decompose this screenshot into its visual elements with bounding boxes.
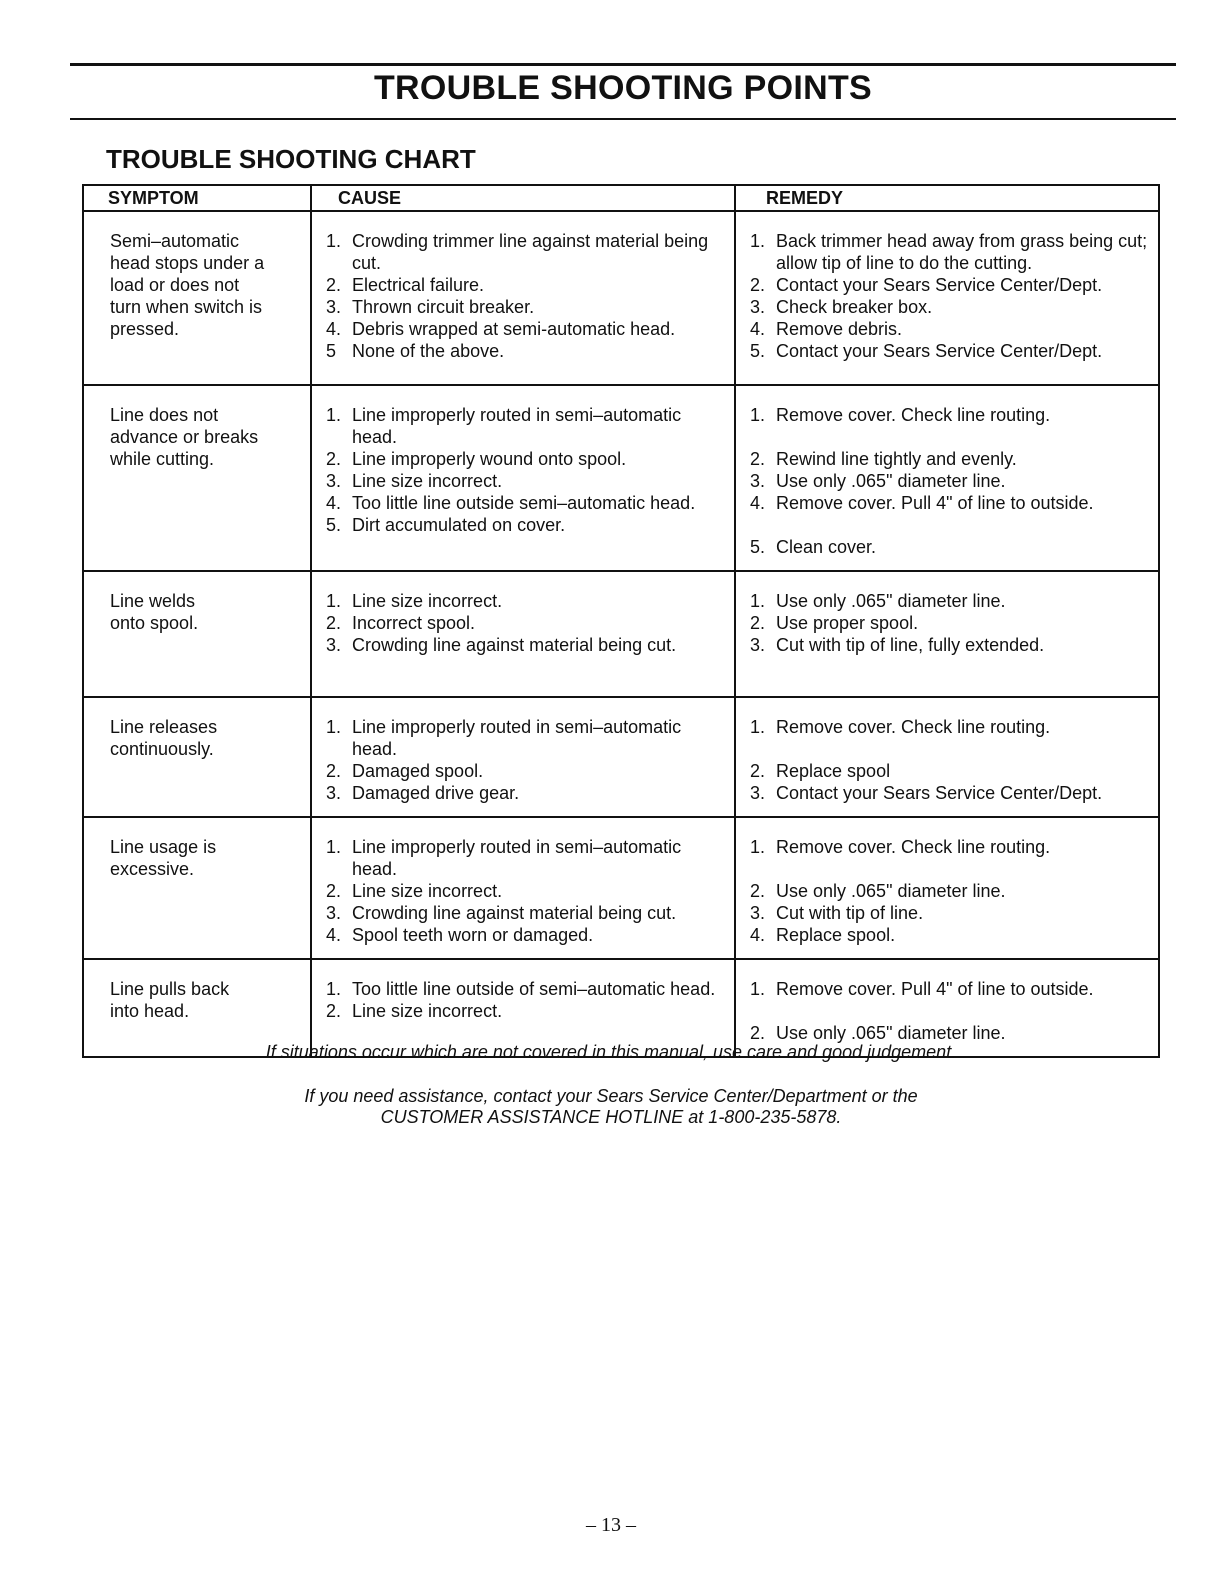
item-text: Damaged drive gear. xyxy=(352,783,520,803)
item-text: Remove cover. Check line routing. xyxy=(776,837,1051,857)
item-text: Replace spool. xyxy=(776,925,896,945)
symptom-line: excessive. xyxy=(110,859,195,879)
item-text: Crowding line against material being cut. xyxy=(352,635,677,655)
symptom-cell xyxy=(83,385,311,571)
assistance-note-line: If you need assistance, contact your Sears Service Center/Department or the xyxy=(304,1086,918,1106)
item-number: 3. xyxy=(750,783,766,803)
symptom-line: load or does not xyxy=(110,275,240,295)
cause-item xyxy=(326,880,724,902)
cause-item xyxy=(326,318,724,340)
item-number: 4. xyxy=(326,925,342,945)
page-title: TROUBLE SHOOTING POINTS xyxy=(373,69,873,107)
item-text: Check breaker box. xyxy=(776,297,933,317)
symptom-line: while cutting. xyxy=(110,449,215,469)
cause-item xyxy=(326,1000,724,1022)
symptom-line: Line usage is xyxy=(110,837,217,857)
item-text: Rewind line tightly and evenly. xyxy=(776,449,1017,469)
item-text: Use only .065" diameter line. xyxy=(776,591,1006,611)
remedy-item xyxy=(750,978,1148,1000)
cause-item xyxy=(326,404,724,448)
item-number: 3. xyxy=(326,635,342,655)
item-text: Cut with tip of line, fully extended. xyxy=(776,635,1045,655)
assistance-note xyxy=(0,1086,1222,1128)
item-text: Line size incorrect. xyxy=(352,1001,503,1021)
remedy-item xyxy=(750,902,1148,924)
item-number: 4. xyxy=(750,925,766,945)
item-text: Line improperly routed in semi–automatic head. xyxy=(352,837,682,879)
item-number: 5 xyxy=(326,341,337,361)
item-text: Remove debris. xyxy=(776,319,903,339)
item-number: 2. xyxy=(750,1023,766,1043)
remedy-item xyxy=(750,612,1148,634)
item-number: 4. xyxy=(750,319,766,339)
item-number: 1. xyxy=(750,231,766,251)
remedy-item xyxy=(750,1022,1148,1044)
item-number: 2. xyxy=(750,613,766,633)
item-number: 1. xyxy=(750,837,766,857)
item-text: Line improperly wound onto spool. xyxy=(352,449,627,469)
symptom-line: Line pulls back xyxy=(110,979,230,999)
item-text: Spool teeth worn or damaged. xyxy=(352,925,594,945)
symptom-line: head stops under a xyxy=(110,253,265,273)
item-number: 3. xyxy=(326,297,342,317)
item-text: Too little line outside of semi–automatic head. xyxy=(352,979,716,999)
item-number: 2. xyxy=(326,761,342,781)
cause-item xyxy=(326,760,724,782)
item-text: Line size incorrect. xyxy=(352,881,503,901)
remedy-item xyxy=(750,340,1148,362)
cause-item xyxy=(326,782,724,804)
remedy-item xyxy=(750,296,1148,318)
item-text: Dirt accumulated on cover. xyxy=(352,515,566,535)
symptom-cell xyxy=(83,697,311,817)
item-text: Too little line outside semi–automatic head. xyxy=(352,493,696,513)
item-number: 4. xyxy=(750,493,766,513)
item-number: 1. xyxy=(750,591,766,611)
item-text: Debris wrapped at semi-automatic head. xyxy=(352,319,676,339)
item-number: 1. xyxy=(326,591,342,611)
item-text: Line improperly routed in semi–automatic head. xyxy=(352,405,682,447)
item-text: Use only .065" diameter line. xyxy=(776,881,1006,901)
item-number: 1. xyxy=(750,717,766,737)
item-number: 3. xyxy=(750,903,766,923)
cause-item xyxy=(326,836,724,880)
table-header-row xyxy=(83,185,1159,211)
cause-item xyxy=(326,902,724,924)
item-text: Electrical failure. xyxy=(352,275,485,295)
item-number: 1. xyxy=(326,405,342,425)
item-text: Back trimmer head away from grass being cut; allow tip of line to do the cutting. xyxy=(776,231,1148,273)
item-number: 1. xyxy=(326,979,342,999)
item-number: 3. xyxy=(750,297,766,317)
item-text: Cut with tip of line. xyxy=(776,903,924,923)
cause-item xyxy=(326,590,724,612)
cause-item xyxy=(326,230,724,274)
item-number: 1. xyxy=(326,717,342,737)
item-text: Line size incorrect. xyxy=(352,591,503,611)
remedy-cell xyxy=(735,697,1159,817)
symptom-line: Line does not xyxy=(110,405,219,425)
remedy-item xyxy=(750,760,1148,782)
item-number: 2. xyxy=(326,449,342,469)
item-text: Replace spool xyxy=(776,761,891,781)
remedy-item xyxy=(750,470,1148,492)
table-row xyxy=(83,385,1159,571)
item-number: 2. xyxy=(750,881,766,901)
item-text: Line size incorrect. xyxy=(352,471,503,491)
header-cause: CAUSE xyxy=(311,185,735,211)
remedy-item xyxy=(750,924,1148,946)
remedy-cell xyxy=(735,211,1159,385)
item-number: 1. xyxy=(326,231,342,251)
item-text: Damaged spool. xyxy=(352,761,484,781)
chart-title: TROUBLE SHOOTING CHART xyxy=(106,144,476,174)
cause-item xyxy=(326,340,724,362)
cause-item xyxy=(326,634,724,656)
item-text: Remove cover. Pull 4" of line to outside. xyxy=(776,979,1094,999)
remedy-item xyxy=(750,716,1148,738)
item-text: Incorrect spool. xyxy=(352,613,476,633)
cause-item xyxy=(326,978,724,1000)
symptom-line: advance or breaks xyxy=(110,427,259,447)
item-number: 5. xyxy=(750,537,766,557)
remedy-item xyxy=(750,590,1148,612)
item-number: 2. xyxy=(750,449,766,469)
symptom-line: Line releases xyxy=(110,717,218,737)
care-note: If situations occur which are not covered in this manual, use care and good judgement. xyxy=(265,1042,957,1062)
table-row xyxy=(83,211,1159,385)
symptom-line: Semi–automatic xyxy=(110,231,240,251)
cause-cell xyxy=(311,571,735,697)
item-number: 2. xyxy=(326,613,342,633)
item-text: Line improperly routed in semi–automatic head. xyxy=(352,717,682,759)
item-text: Clean cover. xyxy=(776,537,877,557)
item-text: Crowding trimmer line against material being cut. xyxy=(352,231,709,273)
symptom-line: turn when switch is xyxy=(110,297,263,317)
remedy-item xyxy=(750,448,1148,470)
cause-item xyxy=(326,470,724,492)
cause-item xyxy=(326,296,724,318)
cause-item xyxy=(326,924,724,946)
header-symptom: SYMPTOM xyxy=(83,185,311,211)
item-text: Use only .065" diameter line. xyxy=(776,1023,1006,1043)
remedy-item xyxy=(750,404,1148,426)
item-text: Crowding line against material being cut. xyxy=(352,903,677,923)
item-text: Remove cover. Check line routing. xyxy=(776,717,1051,737)
cause-item xyxy=(326,716,724,760)
item-number: 1. xyxy=(326,837,342,857)
cause-cell xyxy=(311,385,735,571)
remedy-item xyxy=(750,782,1148,804)
item-number: 3. xyxy=(750,635,766,655)
cause-cell xyxy=(311,211,735,385)
remedy-item xyxy=(750,536,1148,558)
symptom-line: Line welds xyxy=(110,591,196,611)
symptom-line: into head. xyxy=(110,1001,190,1021)
item-text: None of the above. xyxy=(352,341,505,361)
trouble-shooting-table xyxy=(82,184,1160,1058)
table-row xyxy=(83,571,1159,697)
hotline-line: CUSTOMER ASSISTANCE HOTLINE at 1-800-235-5878. xyxy=(380,1107,842,1127)
table-row xyxy=(83,817,1159,959)
page-number: – 13 – xyxy=(586,1514,636,1536)
item-number: 3. xyxy=(750,471,766,491)
remedy-item xyxy=(750,230,1148,274)
item-text: Contact your Sears Service Center/Dept. xyxy=(776,341,1103,361)
table-row xyxy=(83,697,1159,817)
remedy-item xyxy=(750,634,1148,656)
item-text: Use only .065" diameter line. xyxy=(776,471,1006,491)
remedy-item xyxy=(750,836,1148,858)
symptom-cell xyxy=(83,571,311,697)
item-number: 2. xyxy=(750,761,766,781)
item-number: 2. xyxy=(750,275,766,295)
remedy-cell xyxy=(735,385,1159,571)
cause-cell xyxy=(311,817,735,959)
item-number: 5. xyxy=(326,515,342,535)
cause-cell xyxy=(311,697,735,817)
remedy-item xyxy=(750,318,1148,340)
remedy-item xyxy=(750,880,1148,902)
cause-item xyxy=(326,492,724,514)
item-number: 2. xyxy=(326,881,342,901)
item-number: 1. xyxy=(750,405,766,425)
cause-item xyxy=(326,274,724,296)
header-remedy: REMEDY xyxy=(735,185,1159,211)
remedy-cell xyxy=(735,571,1159,697)
item-number: 3. xyxy=(326,903,342,923)
cause-item xyxy=(326,514,724,536)
symptom-line: onto spool. xyxy=(110,613,199,633)
symptom-cell xyxy=(83,211,311,385)
item-text: Contact your Sears Service Center/Dept. xyxy=(776,783,1103,803)
symptom-cell xyxy=(83,817,311,959)
symptom-line: continuously. xyxy=(110,739,214,759)
remedy-item xyxy=(750,274,1148,296)
item-number: 1. xyxy=(750,979,766,999)
item-text: Contact your Sears Service Center/Dept. xyxy=(776,275,1103,295)
cause-item xyxy=(326,612,724,634)
item-number: 2. xyxy=(326,275,342,295)
item-number: 2. xyxy=(326,1001,342,1021)
item-text: Remove cover. Check line routing. xyxy=(776,405,1051,425)
remedy-item xyxy=(750,492,1148,514)
item-number: 4. xyxy=(326,319,342,339)
bottom-rule xyxy=(70,118,1176,120)
item-text: Thrown circuit breaker. xyxy=(352,297,535,317)
symptom-line: pressed. xyxy=(110,319,180,339)
item-number: 4. xyxy=(326,493,342,513)
item-number: 3. xyxy=(326,783,342,803)
cause-item xyxy=(326,448,724,470)
item-number: 3. xyxy=(326,471,342,491)
item-text: Remove cover. Pull 4" of line to outside. xyxy=(776,493,1094,513)
item-text: Use proper spool. xyxy=(776,613,919,633)
remedy-cell xyxy=(735,817,1159,959)
item-number: 5. xyxy=(750,341,766,361)
